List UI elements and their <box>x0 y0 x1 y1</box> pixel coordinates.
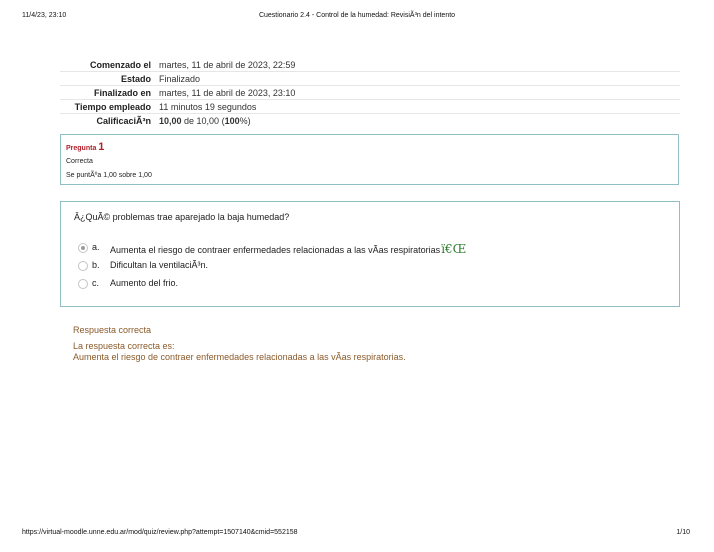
grade-end: %) <box>239 115 251 126</box>
answer-letter: b. <box>92 260 100 270</box>
feedback-right-label: La respuesta correcta es: <box>73 341 175 351</box>
question-text: Â¿QuÃ© problemas trae aparejado la baja humedad? <box>74 212 290 222</box>
summary-value-grade <box>155 114 680 128</box>
question-grade: Se puntÃºa 1,00 sobre 1,00 <box>66 172 152 179</box>
print-url: https://virtual-moodle.unne.edu.ar/mod/quiz/review.php?attempt=1507140&cmid=552158 <box>22 529 298 536</box>
answer-letter: a. <box>92 242 100 252</box>
question-number-value: 1 <box>98 141 105 153</box>
summary-row-started <box>60 58 680 72</box>
answer-label: Aumenta el riesgo de contraer enfermedades relacionadas a las vÃas respiratorias <box>110 245 441 255</box>
summary-value: martes, 11 de abril de 2023, 23:10 <box>155 86 680 100</box>
feedback-result: Respuesta correcta <box>73 325 152 335</box>
summary-key: Comenzado el <box>89 59 151 70</box>
feedback-right-answer: Aumenta el riesgo de contraer enfermedades relacionadas a las vÃas respiratorias. <box>73 352 406 362</box>
print-page-number: 1/10 <box>676 529 690 536</box>
question-number <box>66 141 104 153</box>
summary-key: Estado <box>60 72 155 86</box>
question-info-box <box>60 134 679 185</box>
grade-percent: 100 <box>224 115 240 126</box>
answer-text: Aumento del frio. <box>110 278 179 288</box>
print-date: 11/4/23, 23:10 <box>22 12 67 19</box>
attempt-summary-table <box>60 58 680 127</box>
question-label: Pregunta <box>66 145 99 152</box>
summary-row-grade <box>60 114 680 128</box>
summary-value: 11 minutos 19 segundos <box>155 100 680 114</box>
summary-row-finished <box>60 86 680 100</box>
answer-text <box>110 242 466 256</box>
summary-key: Finalizado en <box>60 86 155 100</box>
correct-mark-icon: ï€Œ <box>441 242 467 256</box>
grade-score: 10,00 <box>159 115 182 126</box>
answer-letter: c. <box>92 278 100 288</box>
summary-key: CalificaciÃ³n <box>60 114 155 128</box>
grade-mid: de 10,00 ( <box>181 115 225 126</box>
print-title: Cuestionario 2.4 - Control de la humedad: RevisiÃ³n del intento <box>258 12 456 19</box>
summary-row-time <box>60 100 680 114</box>
summary-value: martes, 11 de abril de 2023, 22:59 <box>159 59 296 70</box>
question-content-box <box>60 201 680 307</box>
radio-unchecked[interactable] <box>78 279 88 289</box>
radio-checked[interactable] <box>78 243 88 253</box>
summary-key: Tiempo empleado <box>60 100 155 114</box>
summary-value: Finalizado <box>155 72 680 86</box>
question-state: Correcta <box>66 158 93 165</box>
radio-unchecked[interactable] <box>78 261 88 271</box>
answer-text: Dificultan la ventilaciÃ³n. <box>110 260 209 270</box>
summary-row-state <box>60 72 680 86</box>
